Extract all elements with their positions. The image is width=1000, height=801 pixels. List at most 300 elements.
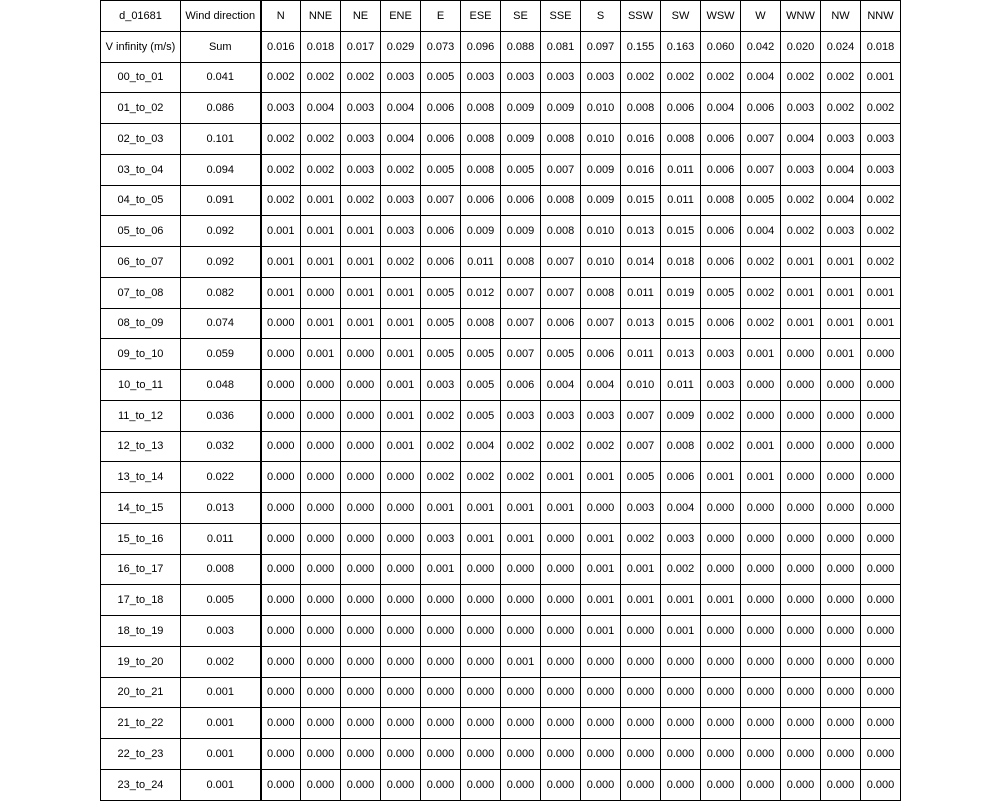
frequency-cell: 0.005 — [741, 185, 781, 216]
table-row — [101, 677, 901, 708]
frequency-cell: 0.002 — [781, 216, 821, 247]
direction-header-sw: SW — [661, 1, 701, 32]
direction-header-nw: NW — [821, 1, 861, 32]
frequency-cell: 0.008 — [461, 154, 501, 185]
frequency-cell: 0.002 — [381, 247, 421, 278]
frequency-cell: 0.007 — [541, 247, 581, 278]
row-sum-cell: 0.092 — [181, 247, 261, 278]
sum-header: Sum — [181, 31, 261, 62]
frequency-cell: 0.000 — [501, 769, 541, 800]
frequency-cell: 0.001 — [621, 554, 661, 585]
direction-header-sse: SSE — [541, 1, 581, 32]
frequency-cell: 0.000 — [301, 554, 341, 585]
frequency-cell: 0.002 — [261, 154, 301, 185]
frequency-cell: 0.000 — [861, 616, 901, 647]
speed-bin-label: 00_to_01 — [101, 62, 181, 93]
frequency-cell: 0.000 — [341, 585, 381, 616]
speed-bin-label: 10_to_11 — [101, 370, 181, 401]
direction-sum-sse: 0.081 — [541, 31, 581, 62]
frequency-cell: 0.000 — [821, 616, 861, 647]
frequency-cell: 0.000 — [261, 554, 301, 585]
frequency-cell: 0.000 — [861, 739, 901, 770]
frequency-cell: 0.000 — [581, 493, 621, 524]
table-row — [101, 769, 901, 800]
direction-header-nne: NNE — [301, 1, 341, 32]
speed-bin-label: 09_to_10 — [101, 339, 181, 370]
frequency-cell: 0.002 — [621, 523, 661, 554]
direction-sum-n: 0.016 — [261, 31, 301, 62]
frequency-cell: 0.000 — [261, 462, 301, 493]
frequency-cell: 0.001 — [301, 216, 341, 247]
frequency-cell: 0.001 — [541, 493, 581, 524]
table-row — [101, 277, 901, 308]
frequency-cell: 0.008 — [701, 185, 741, 216]
frequency-cell: 0.000 — [541, 554, 581, 585]
frequency-cell: 0.004 — [741, 62, 781, 93]
table-row — [101, 185, 901, 216]
frequency-cell: 0.002 — [421, 400, 461, 431]
row-sum-cell: 0.086 — [181, 93, 261, 124]
frequency-cell: 0.013 — [661, 339, 701, 370]
frequency-cell: 0.000 — [301, 739, 341, 770]
frequency-cell: 0.005 — [421, 277, 461, 308]
frequency-cell: 0.000 — [781, 585, 821, 616]
speed-bin-label: 21_to_22 — [101, 708, 181, 739]
row-sum-cell: 0.036 — [181, 400, 261, 431]
frequency-cell: 0.002 — [741, 308, 781, 339]
frequency-cell: 0.000 — [861, 431, 901, 462]
frequency-cell: 0.000 — [461, 616, 501, 647]
frequency-cell: 0.007 — [541, 154, 581, 185]
frequency-cell: 0.001 — [261, 247, 301, 278]
speed-bin-label: 12_to_13 — [101, 431, 181, 462]
table-row — [101, 308, 901, 339]
frequency-cell: 0.000 — [541, 585, 581, 616]
frequency-cell: 0.006 — [581, 339, 621, 370]
frequency-cell: 0.000 — [781, 400, 821, 431]
frequency-cell: 0.001 — [621, 585, 661, 616]
speed-bin-label: 18_to_19 — [101, 616, 181, 647]
frequency-cell: 0.003 — [381, 185, 421, 216]
frequency-cell: 0.003 — [501, 62, 541, 93]
frequency-cell: 0.002 — [741, 277, 781, 308]
frequency-cell: 0.000 — [661, 708, 701, 739]
frequency-cell: 0.001 — [581, 554, 621, 585]
frequency-cell: 0.000 — [341, 646, 381, 677]
frequency-cell: 0.000 — [701, 708, 741, 739]
direction-sum-se: 0.088 — [501, 31, 541, 62]
frequency-cell: 0.005 — [421, 339, 461, 370]
direction-header-ese: ESE — [461, 1, 501, 32]
frequency-cell: 0.000 — [341, 739, 381, 770]
frequency-cell: 0.004 — [661, 493, 701, 524]
speed-bin-label: 20_to_21 — [101, 677, 181, 708]
table-id-cell: d_01681 — [101, 1, 181, 32]
frequency-cell: 0.000 — [261, 677, 301, 708]
frequency-cell: 0.004 — [781, 124, 821, 155]
frequency-cell: 0.002 — [381, 154, 421, 185]
frequency-cell: 0.001 — [661, 616, 701, 647]
frequency-cell: 0.006 — [541, 308, 581, 339]
frequency-cell: 0.000 — [581, 677, 621, 708]
frequency-cell: 0.000 — [501, 739, 541, 770]
row-sum-cell: 0.101 — [181, 124, 261, 155]
frequency-cell: 0.002 — [621, 62, 661, 93]
frequency-cell: 0.000 — [861, 493, 901, 524]
frequency-cell: 0.000 — [701, 523, 741, 554]
frequency-cell: 0.000 — [781, 462, 821, 493]
frequency-cell: 0.006 — [421, 247, 461, 278]
frequency-cell: 0.005 — [461, 370, 501, 401]
frequency-cell: 0.000 — [421, 739, 461, 770]
frequency-cell: 0.000 — [341, 370, 381, 401]
frequency-cell: 0.010 — [581, 93, 621, 124]
frequency-cell: 0.001 — [381, 339, 421, 370]
frequency-cell: 0.008 — [461, 93, 501, 124]
frequency-cell: 0.000 — [461, 677, 501, 708]
frequency-cell: 0.007 — [501, 339, 541, 370]
frequency-cell: 0.005 — [541, 339, 581, 370]
frequency-cell: 0.018 — [661, 247, 701, 278]
frequency-cell: 0.002 — [701, 400, 741, 431]
frequency-cell: 0.006 — [421, 124, 461, 155]
frequency-cell: 0.000 — [781, 554, 821, 585]
frequency-cell: 0.003 — [581, 62, 621, 93]
direction-sum-w: 0.042 — [741, 31, 781, 62]
frequency-cell: 0.000 — [341, 462, 381, 493]
frequency-cell: 0.000 — [381, 493, 421, 524]
table-row — [101, 247, 901, 278]
frequency-cell: 0.000 — [461, 554, 501, 585]
frequency-cell: 0.010 — [581, 247, 621, 278]
speed-bin-label: 03_to_04 — [101, 154, 181, 185]
frequency-cell: 0.002 — [781, 185, 821, 216]
frequency-cell: 0.016 — [621, 154, 661, 185]
frequency-cell: 0.003 — [501, 400, 541, 431]
row-sum-cell: 0.091 — [181, 185, 261, 216]
frequency-cell: 0.002 — [261, 62, 301, 93]
table-body — [101, 1, 901, 801]
frequency-cell: 0.001 — [381, 277, 421, 308]
speed-bin-label: 05_to_06 — [101, 216, 181, 247]
frequency-cell: 0.006 — [661, 462, 701, 493]
frequency-cell: 0.007 — [621, 400, 661, 431]
frequency-cell: 0.004 — [381, 124, 421, 155]
row-sum-cell: 0.011 — [181, 523, 261, 554]
frequency-cell: 0.000 — [261, 493, 301, 524]
frequency-cell: 0.004 — [581, 370, 621, 401]
frequency-cell: 0.005 — [461, 400, 501, 431]
frequency-cell: 0.006 — [461, 185, 501, 216]
frequency-cell: 0.000 — [621, 616, 661, 647]
speed-bin-label: 15_to_16 — [101, 523, 181, 554]
frequency-cell: 0.002 — [341, 185, 381, 216]
frequency-cell: 0.000 — [461, 585, 501, 616]
frequency-cell: 0.000 — [821, 708, 861, 739]
frequency-cell: 0.010 — [581, 216, 621, 247]
frequency-cell: 0.000 — [461, 646, 501, 677]
frequency-cell: 0.001 — [341, 247, 381, 278]
frequency-cell: 0.000 — [821, 493, 861, 524]
frequency-cell: 0.000 — [421, 769, 461, 800]
frequency-cell: 0.000 — [261, 431, 301, 462]
frequency-cell: 0.000 — [781, 739, 821, 770]
frequency-cell: 0.006 — [701, 247, 741, 278]
frequency-cell: 0.000 — [701, 739, 741, 770]
frequency-cell: 0.000 — [701, 616, 741, 647]
frequency-cell: 0.000 — [541, 646, 581, 677]
frequency-cell: 0.000 — [541, 616, 581, 647]
frequency-cell: 0.009 — [581, 185, 621, 216]
table-row — [101, 585, 901, 616]
frequency-cell: 0.000 — [381, 739, 421, 770]
frequency-cell: 0.001 — [821, 308, 861, 339]
frequency-cell: 0.002 — [861, 247, 901, 278]
speed-bin-label: 14_to_15 — [101, 493, 181, 524]
frequency-cell: 0.006 — [501, 370, 541, 401]
frequency-cell: 0.000 — [301, 677, 341, 708]
frequency-cell: 0.014 — [621, 247, 661, 278]
frequency-cell: 0.009 — [541, 93, 581, 124]
frequency-cell: 0.000 — [501, 677, 541, 708]
frequency-cell: 0.003 — [781, 93, 821, 124]
frequency-cell: 0.002 — [661, 554, 701, 585]
frequency-cell: 0.002 — [861, 216, 901, 247]
frequency-cell: 0.000 — [741, 616, 781, 647]
frequency-cell: 0.000 — [301, 277, 341, 308]
header-row-sums — [101, 31, 901, 62]
frequency-cell: 0.002 — [501, 431, 541, 462]
row-sum-cell: 0.074 — [181, 308, 261, 339]
frequency-cell: 0.000 — [861, 400, 901, 431]
frequency-cell: 0.000 — [341, 677, 381, 708]
frequency-cell: 0.001 — [701, 585, 741, 616]
table-row — [101, 370, 901, 401]
table-row — [101, 124, 901, 155]
frequency-cell: 0.000 — [541, 769, 581, 800]
frequency-cell: 0.001 — [261, 216, 301, 247]
frequency-cell: 0.000 — [861, 708, 901, 739]
frequency-cell: 0.000 — [261, 739, 301, 770]
frequency-cell: 0.000 — [661, 677, 701, 708]
frequency-cell: 0.009 — [501, 124, 541, 155]
frequency-cell: 0.001 — [501, 523, 541, 554]
frequency-cell: 0.005 — [421, 308, 461, 339]
table-row — [101, 708, 901, 739]
frequency-cell: 0.001 — [421, 554, 461, 585]
frequency-cell: 0.002 — [301, 62, 341, 93]
frequency-cell: 0.000 — [821, 585, 861, 616]
frequency-cell: 0.008 — [581, 277, 621, 308]
row-sum-cell: 0.001 — [181, 708, 261, 739]
frequency-cell: 0.000 — [341, 616, 381, 647]
frequency-cell: 0.000 — [741, 677, 781, 708]
row-sum-cell: 0.022 — [181, 462, 261, 493]
frequency-cell: 0.000 — [341, 493, 381, 524]
frequency-cell: 0.000 — [261, 308, 301, 339]
frequency-cell: 0.000 — [301, 769, 341, 800]
frequency-cell: 0.008 — [541, 216, 581, 247]
frequency-cell: 0.005 — [621, 462, 661, 493]
row-sum-cell: 0.001 — [181, 677, 261, 708]
frequency-cell: 0.001 — [421, 493, 461, 524]
frequency-cell: 0.003 — [381, 216, 421, 247]
frequency-cell: 0.000 — [301, 585, 341, 616]
frequency-cell: 0.000 — [741, 585, 781, 616]
frequency-cell: 0.011 — [621, 277, 661, 308]
frequency-cell: 0.010 — [581, 124, 621, 155]
frequency-cell: 0.003 — [381, 62, 421, 93]
frequency-cell: 0.013 — [621, 216, 661, 247]
frequency-cell: 0.000 — [301, 523, 341, 554]
speed-bin-label: 22_to_23 — [101, 739, 181, 770]
frequency-cell: 0.001 — [381, 431, 421, 462]
frequency-cell: 0.000 — [821, 769, 861, 800]
frequency-cell: 0.005 — [421, 62, 461, 93]
frequency-cell: 0.000 — [341, 708, 381, 739]
frequency-cell: 0.007 — [621, 431, 661, 462]
frequency-cell: 0.001 — [501, 646, 541, 677]
direction-sum-wsw: 0.060 — [701, 31, 741, 62]
v-infinity-header: V infinity (m/s) — [101, 31, 181, 62]
row-sum-cell: 0.001 — [181, 739, 261, 770]
frequency-cell: 0.000 — [261, 646, 301, 677]
frequency-cell: 0.001 — [261, 277, 301, 308]
frequency-cell: 0.008 — [461, 124, 501, 155]
frequency-cell: 0.000 — [821, 554, 861, 585]
frequency-cell: 0.004 — [301, 93, 341, 124]
table-row — [101, 462, 901, 493]
speed-bin-label: 16_to_17 — [101, 554, 181, 585]
frequency-cell: 0.000 — [861, 339, 901, 370]
frequency-cell: 0.002 — [701, 62, 741, 93]
frequency-cell: 0.011 — [661, 185, 701, 216]
frequency-cell: 0.000 — [781, 616, 821, 647]
frequency-cell: 0.001 — [781, 308, 821, 339]
frequency-cell: 0.000 — [381, 523, 421, 554]
table-row — [101, 62, 901, 93]
frequency-cell: 0.008 — [541, 124, 581, 155]
frequency-cell: 0.002 — [661, 62, 701, 93]
frequency-cell: 0.000 — [781, 431, 821, 462]
table-row — [101, 739, 901, 770]
frequency-cell: 0.001 — [861, 308, 901, 339]
direction-sum-ese: 0.096 — [461, 31, 501, 62]
frequency-cell: 0.003 — [341, 93, 381, 124]
frequency-cell: 0.000 — [701, 769, 741, 800]
table-row — [101, 400, 901, 431]
frequency-cell: 0.001 — [581, 523, 621, 554]
speed-bin-label: 08_to_09 — [101, 308, 181, 339]
frequency-cell: 0.000 — [781, 493, 821, 524]
frequency-cell: 0.000 — [261, 400, 301, 431]
frequency-cell: 0.016 — [621, 124, 661, 155]
frequency-cell: 0.000 — [621, 677, 661, 708]
frequency-cell: 0.002 — [821, 93, 861, 124]
frequency-cell: 0.006 — [661, 93, 701, 124]
frequency-cell: 0.000 — [421, 708, 461, 739]
frequency-cell: 0.009 — [661, 400, 701, 431]
frequency-cell: 0.001 — [341, 216, 381, 247]
frequency-cell: 0.000 — [421, 585, 461, 616]
frequency-cell: 0.001 — [341, 277, 381, 308]
frequency-cell: 0.000 — [541, 677, 581, 708]
frequency-cell: 0.000 — [821, 431, 861, 462]
frequency-cell: 0.000 — [381, 769, 421, 800]
table-row — [101, 554, 901, 585]
frequency-cell: 0.000 — [781, 769, 821, 800]
direction-header-w: W — [741, 1, 781, 32]
frequency-cell: 0.000 — [821, 739, 861, 770]
frequency-cell: 0.000 — [461, 739, 501, 770]
frequency-cell: 0.000 — [261, 523, 301, 554]
frequency-cell: 0.000 — [381, 462, 421, 493]
speed-bin-label: 11_to_12 — [101, 400, 181, 431]
frequency-cell: 0.001 — [381, 370, 421, 401]
frequency-cell: 0.002 — [581, 431, 621, 462]
direction-sum-nw: 0.024 — [821, 31, 861, 62]
frequency-cell: 0.000 — [741, 769, 781, 800]
frequency-cell: 0.000 — [261, 585, 301, 616]
direction-sum-ene: 0.029 — [381, 31, 421, 62]
frequency-cell: 0.008 — [621, 93, 661, 124]
row-sum-cell: 0.005 — [181, 585, 261, 616]
frequency-cell: 0.003 — [861, 124, 901, 155]
frequency-cell: 0.001 — [461, 523, 501, 554]
frequency-cell: 0.004 — [741, 216, 781, 247]
frequency-cell: 0.003 — [261, 93, 301, 124]
row-sum-cell: 0.094 — [181, 154, 261, 185]
frequency-cell: 0.000 — [501, 616, 541, 647]
frequency-cell: 0.000 — [741, 554, 781, 585]
frequency-cell: 0.000 — [501, 708, 541, 739]
frequency-cell: 0.015 — [661, 216, 701, 247]
frequency-cell: 0.007 — [581, 308, 621, 339]
frequency-cell: 0.003 — [821, 124, 861, 155]
frequency-cell: 0.003 — [541, 400, 581, 431]
table-row — [101, 523, 901, 554]
frequency-cell: 0.000 — [301, 400, 341, 431]
frequency-cell: 0.000 — [621, 739, 661, 770]
frequency-cell: 0.000 — [301, 462, 341, 493]
frequency-cell: 0.000 — [381, 646, 421, 677]
frequency-cell: 0.002 — [541, 431, 581, 462]
frequency-cell: 0.000 — [301, 493, 341, 524]
direction-sum-e: 0.073 — [421, 31, 461, 62]
frequency-cell: 0.000 — [461, 769, 501, 800]
frequency-cell: 0.000 — [621, 708, 661, 739]
row-sum-cell: 0.048 — [181, 370, 261, 401]
frequency-cell: 0.007 — [741, 124, 781, 155]
frequency-cell: 0.004 — [461, 431, 501, 462]
frequency-cell: 0.000 — [861, 370, 901, 401]
frequency-cell: 0.002 — [421, 462, 461, 493]
frequency-cell: 0.003 — [781, 154, 821, 185]
frequency-cell: 0.000 — [581, 708, 621, 739]
frequency-cell: 0.002 — [341, 62, 381, 93]
frequency-cell: 0.001 — [821, 339, 861, 370]
frequency-cell: 0.003 — [341, 124, 381, 155]
frequency-cell: 0.008 — [541, 185, 581, 216]
row-sum-cell: 0.008 — [181, 554, 261, 585]
frequency-cell: 0.000 — [861, 677, 901, 708]
table-row — [101, 339, 901, 370]
frequency-cell: 0.006 — [501, 185, 541, 216]
frequency-cell: 0.010 — [621, 370, 661, 401]
speed-bin-label: 19_to_20 — [101, 646, 181, 677]
frequency-cell: 0.000 — [821, 400, 861, 431]
frequency-cell: 0.008 — [661, 124, 701, 155]
